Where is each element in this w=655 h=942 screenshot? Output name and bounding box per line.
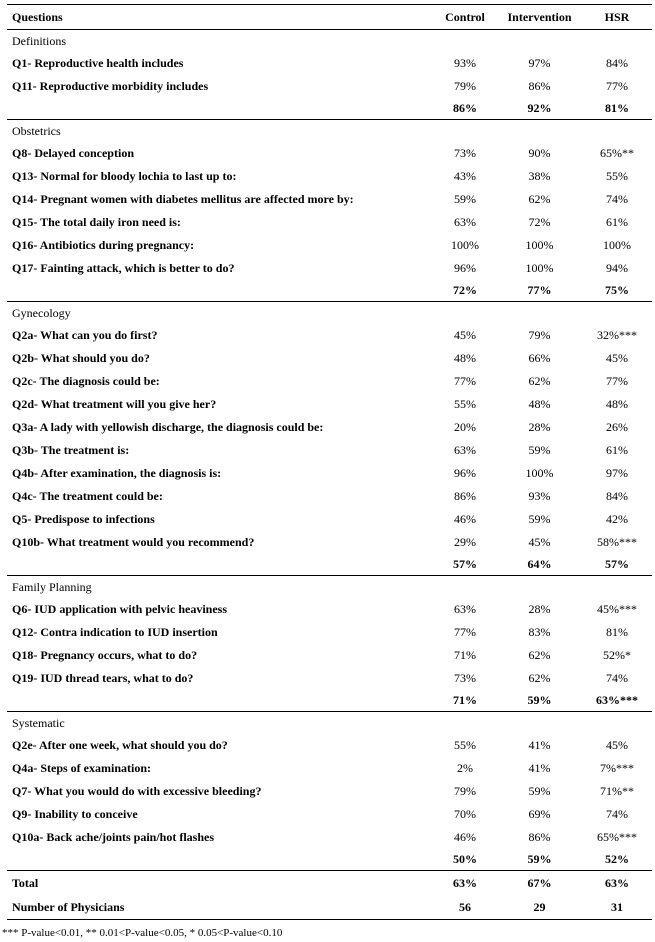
control-cell: 48% [454,350,476,365]
question-cell: Q14- Pregnant women with diabetes mellitus are affected more by: [12,191,354,206]
physicians-hsr: 31 [582,895,652,920]
control-cell: 46% [454,829,476,844]
section-header [7,712,652,734]
header-control: Control [433,5,497,30]
table-row [7,187,652,210]
table-row [7,369,652,392]
section-summary-row [7,848,652,871]
results-table [7,4,652,920]
header-intervention: Intervention [497,5,582,30]
summary-control: 72% [433,279,497,302]
table-body [7,30,652,871]
hsr-cell: 97% [606,465,628,480]
hsr-cell: 48% [606,396,628,411]
table-row [7,141,652,164]
control-cell: 100% [451,237,479,252]
hsr-cell: 32%*** [597,327,637,342]
summary-intervention: 92% [497,97,582,120]
hsr-cell: 94% [606,260,628,275]
question-cell: Q4c- The treatment could be: [12,488,163,503]
hsr-cell: 65%*** [597,829,637,844]
section-summary-row [7,97,652,120]
hsr-cell: 45%*** [597,601,637,616]
control-cell: 29% [454,534,476,549]
summary-hsr: 81% [582,97,652,120]
intervention-cell: 90% [528,145,551,160]
question-cell: Q12- Contra indication to IUD insertion [12,624,218,639]
hsr-cell: 84% [606,55,628,70]
intervention-cell: 48% [528,396,551,411]
summary-blank-cell [7,279,433,302]
total-control: 63% [453,876,477,890]
intervention-cell: 45% [528,534,551,549]
summary-hsr: 63%*** [582,689,652,712]
section-title: Systematic [12,715,65,730]
hsr-cell: 100% [603,237,631,252]
section-header [7,30,652,52]
total-label: Total [12,876,39,890]
table-row [7,461,652,484]
total-hsr: 63% [605,876,629,890]
hsr-cell: 45% [606,350,628,365]
table-row [7,256,652,279]
hsr-cell: 61% [606,442,628,457]
table-row [7,666,652,689]
table-row [7,346,652,369]
hsr-cell: 74% [606,806,628,821]
table-row [7,779,652,802]
intervention-cell: 28% [528,419,551,434]
control-cell: 70% [454,806,476,821]
control-cell: 77% [454,624,476,639]
summary-hsr: 57% [582,553,652,576]
intervention-cell: 83% [528,624,551,639]
control-cell: 55% [454,396,476,411]
question-cell: Q4a- Steps of examination: [12,760,151,775]
control-cell: 96% [454,260,476,275]
question-cell: Q19- IUD thread tears, what to do? [12,670,194,685]
intervention-cell: 62% [528,191,551,206]
section-title: Obstetrics [12,123,61,138]
hsr-cell: 65%** [600,145,634,160]
section-title: Gynecology [12,305,71,320]
hsr-cell: 58%*** [597,534,637,549]
physicians-row [7,895,652,920]
intervention-cell: 41% [528,737,551,752]
question-cell: Q17- Fainting attack, which is better to do? [12,260,235,275]
table-row [7,643,652,666]
question-cell: Q8- Delayed conception [12,145,134,160]
control-cell: 93% [454,55,476,70]
control-cell: 73% [454,145,476,160]
summary-hsr: 75% [582,279,652,302]
hsr-cell: 42% [606,511,628,526]
control-cell: 86% [454,488,476,503]
total-intervention: 67% [527,876,552,890]
section-header [7,302,652,324]
control-cell: 20% [454,419,476,434]
intervention-cell: 100% [525,237,554,252]
table-row [7,210,652,233]
question-cell: Q7- What you would do with excessive bleeding? [12,783,262,798]
section-summary-row [7,279,652,302]
question-cell: Q10a- Back ache/joints pain/hot flashes [12,829,215,844]
summary-intervention: 59% [497,689,582,712]
hsr-cell: 55% [606,168,628,183]
question-cell: Q2e- After one week, what should you do? [12,737,228,752]
summary-intervention: 64% [497,553,582,576]
intervention-cell: 79% [528,327,551,342]
table-row [7,620,652,643]
intervention-cell: 66% [528,350,551,365]
intervention-cell: 100% [525,465,554,480]
table-row [7,733,652,756]
intervention-cell: 59% [528,511,551,526]
hsr-cell: 77% [606,78,628,93]
question-cell: Q4b- After examination, the diagnosis is: [12,465,222,480]
hsr-cell: 26% [606,419,628,434]
summary-blank-cell [7,848,433,871]
question-cell: Q2c- The diagnosis could be: [12,373,160,388]
question-cell: Q3b- The treatment is: [12,442,130,457]
control-cell: 45% [454,327,476,342]
table-row [7,530,652,553]
hsr-cell: 81% [606,624,628,639]
physicians-intervention: 29 [497,895,582,920]
table-row [7,392,652,415]
table-row [7,233,652,256]
table-row [7,825,652,848]
question-cell: Q1- Reproductive health includes [12,55,184,70]
hsr-cell: 45% [606,737,628,752]
intervention-cell: 59% [528,442,551,457]
table-row [7,597,652,620]
header-questions: Questions [7,5,433,30]
question-cell: Q11- Reproductive morbidity includes [12,78,209,93]
summary-control: 86% [433,97,497,120]
question-cell: Q5- Predispose to infections [12,511,155,526]
section-summary-row [7,553,652,576]
intervention-cell: 100% [525,260,554,275]
intervention-cell: 93% [528,488,551,503]
table-row [7,323,652,346]
hsr-cell: 77% [606,373,628,388]
physicians-label: Number of Physicians [7,895,433,920]
hsr-cell: 74% [606,191,628,206]
footnote: *** P-value<0.01, ** 0.01<P-value<0.05, * 0.05<P-value<0.10 [2,927,283,939]
question-cell: Q6- IUD application with pelvic heaviness [12,601,228,616]
question-cell: Q9- Inability to conceive [12,806,138,821]
control-cell: 73% [454,670,476,685]
summary-intervention: 59% [497,848,582,871]
hsr-cell: 61% [606,214,628,229]
physicians-control: 56 [433,895,497,920]
question-cell: Q13- Normal for bloody lochia to last up to: [12,168,237,183]
intervention-cell: 62% [528,647,551,662]
question-cell: Q2b- What should you do? [12,350,150,365]
summary-intervention: 77% [497,279,582,302]
intervention-cell: 72% [528,214,551,229]
intervention-cell: 38% [528,168,551,183]
control-cell: 43% [454,168,476,183]
table-row [7,74,652,97]
question-cell: Q18- Pregnancy occurs, what to do? [12,647,198,662]
table-row [7,51,652,74]
control-cell: 55% [454,737,476,752]
summary-blank-cell [7,689,433,712]
control-cell: 59% [454,191,476,206]
intervention-cell: 86% [528,78,551,93]
table-row [7,438,652,461]
section-title: Family Planning [12,579,92,594]
question-cell: Q3a- A lady with yellowish discharge, the diagnosis could be: [12,419,324,434]
question-cell: Q15- The total daily iron need is: [12,214,181,229]
control-cell: 96% [454,465,476,480]
control-cell: 71% [454,647,476,662]
question-cell: Q10b- What treatment would you recommend? [12,534,255,549]
intervention-cell: 62% [528,373,551,388]
table-row [7,415,652,438]
control-cell: 77% [454,373,476,388]
control-cell: 63% [454,601,476,616]
table-row [7,164,652,187]
control-cell: 79% [454,783,476,798]
table-row [7,507,652,530]
question-cell: Q16- Antibiotics during pregnancy: [12,237,195,252]
intervention-cell: 86% [528,829,551,844]
header-row [7,5,652,30]
intervention-cell: 41% [528,760,551,775]
summary-control: 57% [433,553,497,576]
question-cell: Q2d- What treatment will you give her? [12,396,217,411]
table-row [7,484,652,507]
summary-control: 71% [433,689,497,712]
hsr-cell: 84% [606,488,628,503]
control-cell: 46% [454,511,476,526]
header-hsr: HSR [582,5,652,30]
intervention-cell: 62% [528,670,551,685]
section-header [7,120,652,142]
hsr-cell: 52%* [603,647,631,662]
table-row [7,802,652,825]
intervention-cell: 97% [528,55,551,70]
question-cell: Q2a- What can you do first? [12,327,158,342]
summary-control: 50% [433,848,497,871]
table-row [7,756,652,779]
section-summary-row [7,689,652,712]
hsr-cell: 74% [606,670,628,685]
control-cell: 2% [457,760,473,775]
section-title: Definitions [12,33,66,48]
control-cell: 63% [454,442,476,457]
summary-hsr: 52% [582,848,652,871]
total-row [7,871,652,896]
intervention-cell: 59% [528,783,551,798]
hsr-cell: 7%*** [600,760,634,775]
control-cell: 79% [454,78,476,93]
section-header [7,576,652,598]
control-cell: 63% [454,214,476,229]
hsr-cell: 71%** [600,783,634,798]
summary-blank-cell [7,97,433,120]
summary-blank-cell [7,553,433,576]
intervention-cell: 69% [528,806,551,821]
intervention-cell: 28% [528,601,551,616]
